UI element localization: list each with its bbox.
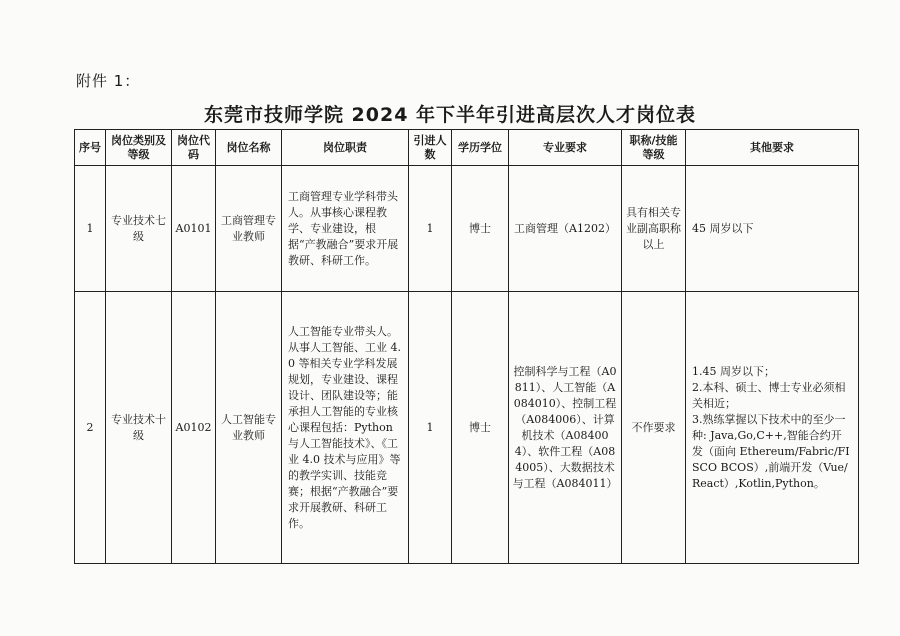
header-cell: 岗位代码 — [172, 130, 216, 166]
position-code: A0102 — [172, 292, 216, 564]
header-cell: 岗位职责 — [282, 130, 409, 166]
header-cell: 序号 — [75, 130, 106, 166]
table-header-row — [75, 130, 859, 166]
position-duties: 工商管理专业学科带头人。从事核心课程教学、专业建设，根据“产教融合”要求开展教研、科研工作。 — [282, 166, 409, 292]
major-requirement: 控制科学与工程（A0811）、人工智能（A084010）、控制工程（A084006）、计算机技术（A084004）、软件工程（A084005）、大数据技术与工程（A084011） — [509, 292, 622, 564]
degree: 博士 — [452, 292, 509, 564]
title-level: 不作要求 — [622, 292, 686, 564]
position-name: 人工智能专业教师 — [216, 292, 282, 564]
row-number: 1 — [75, 166, 106, 292]
degree: 博士 — [452, 166, 509, 292]
positions-table — [74, 129, 859, 564]
header-cell: 学历学位 — [452, 130, 509, 166]
header-cell: 职称/技能等级 — [622, 130, 686, 166]
other-requirements — [686, 292, 859, 564]
other-requirement-line: 2.本科、硕士、博士专业必须相关相近； — [692, 380, 846, 410]
header-cell: 岗位名称 — [216, 130, 282, 166]
page-title: 东莞市技师学院 2024 年下半年引进高层次人才岗位表 — [203, 104, 697, 126]
hire-count: 1 — [409, 292, 452, 564]
position-name: 工商管理专业教师 — [216, 166, 282, 292]
table-row — [75, 166, 859, 292]
other-requirements — [686, 166, 859, 292]
other-requirement-line: 45 周岁以下 — [692, 221, 754, 235]
position-code: A0101 — [172, 166, 216, 292]
other-requirement-line: 1.45 周岁以下； — [692, 364, 775, 378]
header-cell: 引进人数 — [409, 130, 452, 166]
attachment-label: 附件 1： — [76, 72, 141, 90]
position-duties: 人工智能专业带头人。从事人工智能、工业 4.0 等相关专业学科发展规划，专业建设、课程设计、团队建设等；能承担人工智能的专业核心课程包括：Python 与人工智能技术》、《工业 4.0 技术与应用》等的教学实训、技能竞赛；根据“产教融合”要求开展教研、科研工作。 — [282, 292, 409, 564]
header-cell: 岗位类别及等级 — [106, 130, 172, 166]
hire-count: 1 — [409, 166, 452, 292]
row-number: 2 — [75, 292, 106, 564]
other-requirement-line: 3.熟练掌握以下技术中的至少一种: Java,Go,C++,智能合约开发（面向 Ethereum/Fabric/FISCO BCOS）,前端开发（Vue/React）,Kotlin,Python。 — [692, 412, 850, 490]
position-category: 专业技术十级 — [106, 292, 172, 564]
major-requirement: 工商管理（A1202） — [509, 166, 622, 292]
header-cell: 专业要求 — [509, 130, 622, 166]
position-category: 专业技术七级 — [106, 166, 172, 292]
table-row — [75, 292, 859, 564]
header-cell: 其他要求 — [686, 130, 859, 166]
title-level: 具有相关专业副高职称以上 — [622, 166, 686, 292]
